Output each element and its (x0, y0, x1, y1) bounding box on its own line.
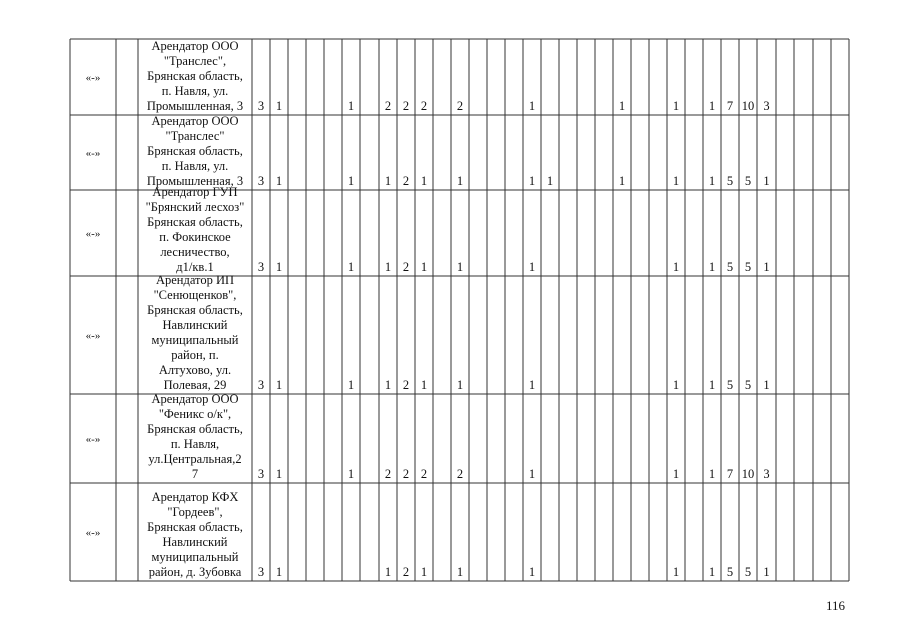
value-cell: 1 (672, 565, 680, 579)
value-cell: 5 (726, 378, 734, 392)
value-cell: 1 (275, 99, 283, 113)
tenant-description-line: Брянская область, (147, 215, 243, 229)
ditto-mark: «-» (85, 330, 101, 342)
tenant-description-line: ул.Центральная,2 (148, 452, 242, 466)
value-cell: 7 (726, 99, 734, 113)
value-cell: 2 (384, 467, 392, 481)
tenant-description-line: район, д. Зубовка (148, 565, 242, 579)
value-cell: 2 (420, 467, 428, 481)
value-cell: 1 (456, 260, 464, 274)
tenant-description-line: "Гордеев", (167, 505, 223, 519)
tenant-description-line: Навлинский (162, 535, 228, 549)
value-cell: 1 (528, 260, 536, 274)
tenant-description-line: "Сенющенков", (153, 288, 237, 302)
value-cell: 3 (257, 565, 265, 579)
value-cell: 1 (347, 174, 355, 188)
tenant-description-line: Навлинский (162, 318, 228, 332)
value-cell: 2 (402, 174, 410, 188)
value-cell: 1 (708, 467, 716, 481)
tenant-description-line: "Брянский лесхоз" (145, 200, 245, 214)
value-cell: 1 (275, 378, 283, 392)
ditto-mark: «-» (85, 147, 101, 160)
tenant-description-line: муниципальный (151, 333, 239, 347)
value-cell: 1 (528, 174, 536, 188)
value-cell: 3 (257, 174, 265, 188)
value-cell: 1 (672, 99, 680, 113)
value-cell: 1 (275, 174, 283, 188)
value-cell: 3 (257, 378, 265, 392)
value-cell: 1 (347, 378, 355, 392)
tenant-description-line: Арендатор ООО (151, 39, 239, 53)
tenant-description-line: Алтухово, ул. (158, 363, 232, 377)
value-cell: 5 (726, 565, 734, 579)
value-cell: 2 (402, 565, 410, 579)
value-cell: 1 (672, 260, 680, 274)
tenant-description-line: Полевая, 29 (163, 378, 227, 392)
value-cell: 1 (456, 378, 464, 392)
tenant-description-line: Промышленная, 3 (146, 174, 244, 188)
tenant-description-line: д1/кв.1 (176, 260, 214, 274)
tenant-description-line: "Феникс о/к", (158, 407, 232, 421)
value-cell: 3 (257, 99, 265, 113)
value-cell: 1 (275, 565, 283, 579)
value-cell: 3 (763, 467, 770, 481)
tenant-description-line: Брянская область, (147, 144, 243, 158)
value-cell: 1 (708, 99, 716, 113)
tenant-description-line: п. Навля, (170, 437, 220, 451)
tenant-description-line: Брянская область, (147, 422, 243, 436)
ditto-mark: «-» (85, 527, 101, 539)
value-cell: 5 (744, 565, 752, 579)
value-cell: 1 (708, 565, 716, 579)
page-number: 116 (826, 598, 846, 613)
value-cell: 1 (420, 260, 428, 274)
tenant-description-line: Брянская область, (147, 69, 243, 83)
value-cell: 1 (528, 467, 536, 481)
value-cell: 1 (708, 378, 716, 392)
value-cell: 1 (528, 99, 536, 113)
value-cell: 1 (420, 378, 428, 392)
value-cell: 1 (763, 174, 770, 188)
tenant-description-line: район, п. (171, 348, 219, 362)
value-cell: 7 (726, 467, 734, 481)
value-cell: 10 (741, 99, 755, 113)
tenant-description-line: 7 (191, 467, 199, 481)
value-cell: 1 (672, 174, 680, 188)
tenant-description-line: Арендатор ГУП (152, 185, 238, 199)
value-cell: 1 (708, 260, 716, 274)
tenant-description-line: п. Навля, ул. (161, 159, 229, 173)
value-cell: 1 (672, 378, 680, 392)
tenant-description-line: "Транслес", (163, 54, 227, 68)
value-cell: 2 (402, 378, 410, 392)
ditto-mark: «-» (85, 433, 101, 446)
value-cell: 5 (726, 260, 734, 274)
tenant-description-line: лесничество, (160, 245, 230, 259)
value-cell: 1 (384, 565, 392, 579)
tenant-description-line: Брянская область, (147, 520, 243, 534)
value-cell: 3 (763, 99, 770, 113)
tenant-description-line: муниципальный (151, 550, 239, 564)
tenant-description-line: Арендатор КФХ (151, 490, 239, 504)
value-cell: 1 (618, 99, 626, 113)
value-cell: 1 (618, 174, 626, 188)
value-cell: 1 (528, 565, 536, 579)
tenant-description-line: "Транслес" (165, 129, 225, 143)
tenant-description-line: п. Навля, ул. (161, 84, 229, 98)
value-cell: 5 (744, 174, 752, 188)
value-cell: 2 (384, 99, 392, 113)
value-cell: 1 (275, 260, 283, 274)
value-cell: 1 (420, 565, 428, 579)
value-cell: 1 (420, 174, 428, 188)
value-cell: 1 (384, 378, 392, 392)
value-cell: 1 (347, 260, 355, 274)
tenant-description-line: Брянская область, (147, 303, 243, 317)
value-cell: 10 (741, 467, 755, 481)
tenant-description-line: Арендатор ООО (151, 114, 239, 128)
value-cell: 3 (257, 260, 265, 274)
value-cell: 1 (384, 260, 392, 274)
value-cell: 1 (275, 467, 283, 481)
value-cell: 5 (726, 174, 734, 188)
value-cell: 2 (456, 99, 464, 113)
ditto-mark: «-» (85, 72, 101, 84)
value-cell: 1 (672, 467, 680, 481)
value-cell: 1 (384, 174, 392, 188)
value-cell: 2 (402, 260, 410, 274)
value-cell: 1 (708, 174, 716, 188)
tenant-description-line: п. Фокинское (159, 230, 231, 244)
value-cell: 2 (456, 467, 464, 481)
value-cell: 1 (347, 99, 355, 113)
value-cell: 5 (744, 378, 752, 392)
value-cell: 1 (528, 378, 536, 392)
tenant-description-line: Арендатор ИП (155, 273, 235, 287)
value-cell: 1 (456, 565, 464, 579)
value-cell: 1 (456, 174, 464, 188)
value-cell: 1 (763, 565, 770, 579)
tenant-description-line: Промышленная, 3 (146, 99, 244, 113)
value-cell: 1 (763, 378, 770, 392)
value-cell: 2 (402, 99, 410, 113)
ditto-mark: «-» (85, 228, 101, 240)
value-cell: 5 (744, 260, 752, 274)
value-cell: 1 (763, 260, 770, 274)
tenant-description-line: Арендатор ООО (151, 392, 239, 406)
value-cell: 3 (257, 467, 265, 481)
value-cell: 2 (420, 99, 428, 113)
value-cell: 1 (546, 174, 554, 188)
value-cell: 2 (402, 467, 410, 481)
value-cell: 1 (347, 467, 355, 481)
